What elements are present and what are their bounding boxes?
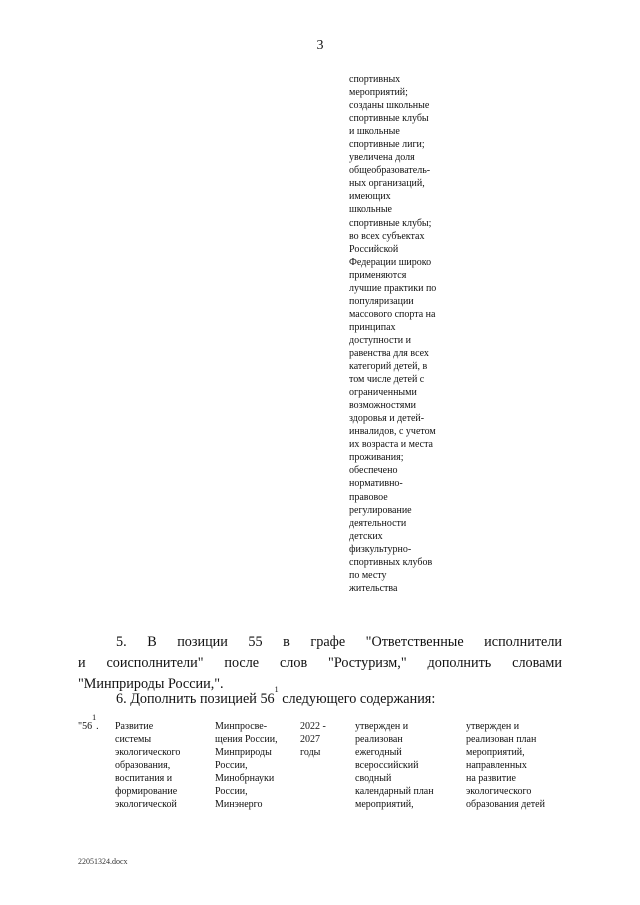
event-name-line: воспитания и [115,773,173,784]
results-column-line: нормативно- [349,478,403,490]
event-name-line: экологического [115,747,181,758]
paragraph-6-text: 6. Дополнить позицией 56 [116,691,275,707]
results-column-line: деятельности [349,517,407,529]
results-column-line: популяризации [349,295,414,307]
result-2-line: утвержден и [466,721,520,732]
position-number-suffix: . [96,721,99,732]
paragraph-5-line-2: и соисполнители" после слов "Ростуризм," дополнить словами [78,655,562,671]
results-column-line: ных организаций, [349,178,425,190]
results-column-line: спортивные клубы [349,113,429,125]
paragraph-6-text-end: следующего содержания: [278,691,436,707]
results-column-line: спортивные клубы; [349,217,432,229]
result-2-line: мероприятий, [466,747,525,758]
results-column-line: их возраста и места [349,439,433,451]
executors-line: Минобрнауки [215,773,275,784]
result-1-line: всероссийский [355,760,419,771]
results-column-line: спортивные лиги; [349,139,425,151]
results-column-line: увеличена доля [349,152,415,164]
executors-line: Минэнерго [215,799,263,810]
results-column-line: жительства [349,582,398,594]
paragraph-5-line-1: 5. В позиции 55 в графе "Ответственные исполнители [116,634,562,650]
results-column-line: принципах [349,321,396,333]
event-name-cell [115,720,210,811]
result-1-line: сводный [355,773,392,784]
event-name-line: системы [115,734,152,745]
document-filename: 22051324.docx [78,857,128,866]
result-1-line: утвержден и [355,721,409,732]
results-column-continuation [349,73,469,595]
results-column-line: детских [349,530,383,542]
results-column-line: правовое [349,491,388,503]
result-cell-2 [466,720,576,811]
result-1-line: календарный план [355,786,434,797]
results-column-line: Российской [349,243,399,255]
results-column-line: инвалидов, с учетом [349,426,436,438]
results-column-line: ограниченными [349,387,417,399]
results-column-line: мероприятий; [349,87,408,99]
results-column-line: по месту [349,569,387,581]
result-2-line: образования детей [466,799,545,810]
results-column-line: физкультурно- [349,543,412,555]
event-name-line: экологической [115,799,177,810]
result-2-line: реализован план [466,734,537,745]
results-column-line: категорий детей, в [349,361,428,373]
paragraph-6 [78,685,562,710]
result-1-line: реализован [355,734,403,745]
result-2-line: на развитие [466,773,516,784]
results-column-line: применяются [349,269,407,281]
position-number-prefix: "56 [78,721,93,732]
paragraph-5-line-3: "Минприроды России,". [78,676,224,692]
executors-line: России, [215,786,248,797]
results-column-line: общеобразователь- [349,165,431,177]
results-column-line: проживания; [349,452,404,464]
results-column-line: и школьные [349,126,400,138]
term-cell [300,720,340,759]
results-column-line: регулирование [349,504,412,516]
results-column-line: спортивных [349,74,401,85]
results-column-line: лучшие практики по [349,282,437,294]
results-column-line: спортивных клубов [349,556,433,568]
position-number [78,712,99,733]
results-column-line: Федерации широко [349,256,432,268]
results-column-line: во всех субъектах [349,230,425,242]
results-column-line: равенства для всех [349,347,429,359]
result-1-line: мероприятий, [355,799,414,810]
results-column-line: созданы школьные [349,100,430,112]
executors-line: России, [215,760,248,771]
executors-line: Минпросве- [215,721,268,732]
results-column-line: обеспечено [349,465,398,477]
page-number: 3 [316,38,324,53]
term-line: годы [300,747,321,758]
results-column-line: имеющих [349,191,391,203]
results-column-line: возможностями [349,400,417,412]
paragraph-5 [78,632,562,695]
position-number-superscript: 1 [92,712,97,722]
result-1-line: ежегодный [355,747,402,758]
term-line: 2027 [300,734,320,745]
results-column-line: том числе детей с [349,374,425,386]
executors-line: щения России, [215,734,278,745]
event-name-line: образования, [115,760,171,771]
result-cell-1 [355,720,465,811]
results-column-line: массового спорта на [349,308,436,320]
executors-line: Минприроды [215,747,272,758]
event-name-line: формирование [115,786,178,797]
term-line: 2022 - [300,721,326,732]
executors-cell [215,720,295,811]
result-2-line: экологического [466,786,532,797]
results-column-line: здоровья и детей- [349,413,425,425]
paragraph-6-superscript: 1 [274,685,279,695]
results-column-line: школьные [349,204,392,216]
results-column-line: доступности и [349,334,411,346]
result-2-line: направленных [466,760,527,771]
event-name-line: Развитие [115,721,154,732]
